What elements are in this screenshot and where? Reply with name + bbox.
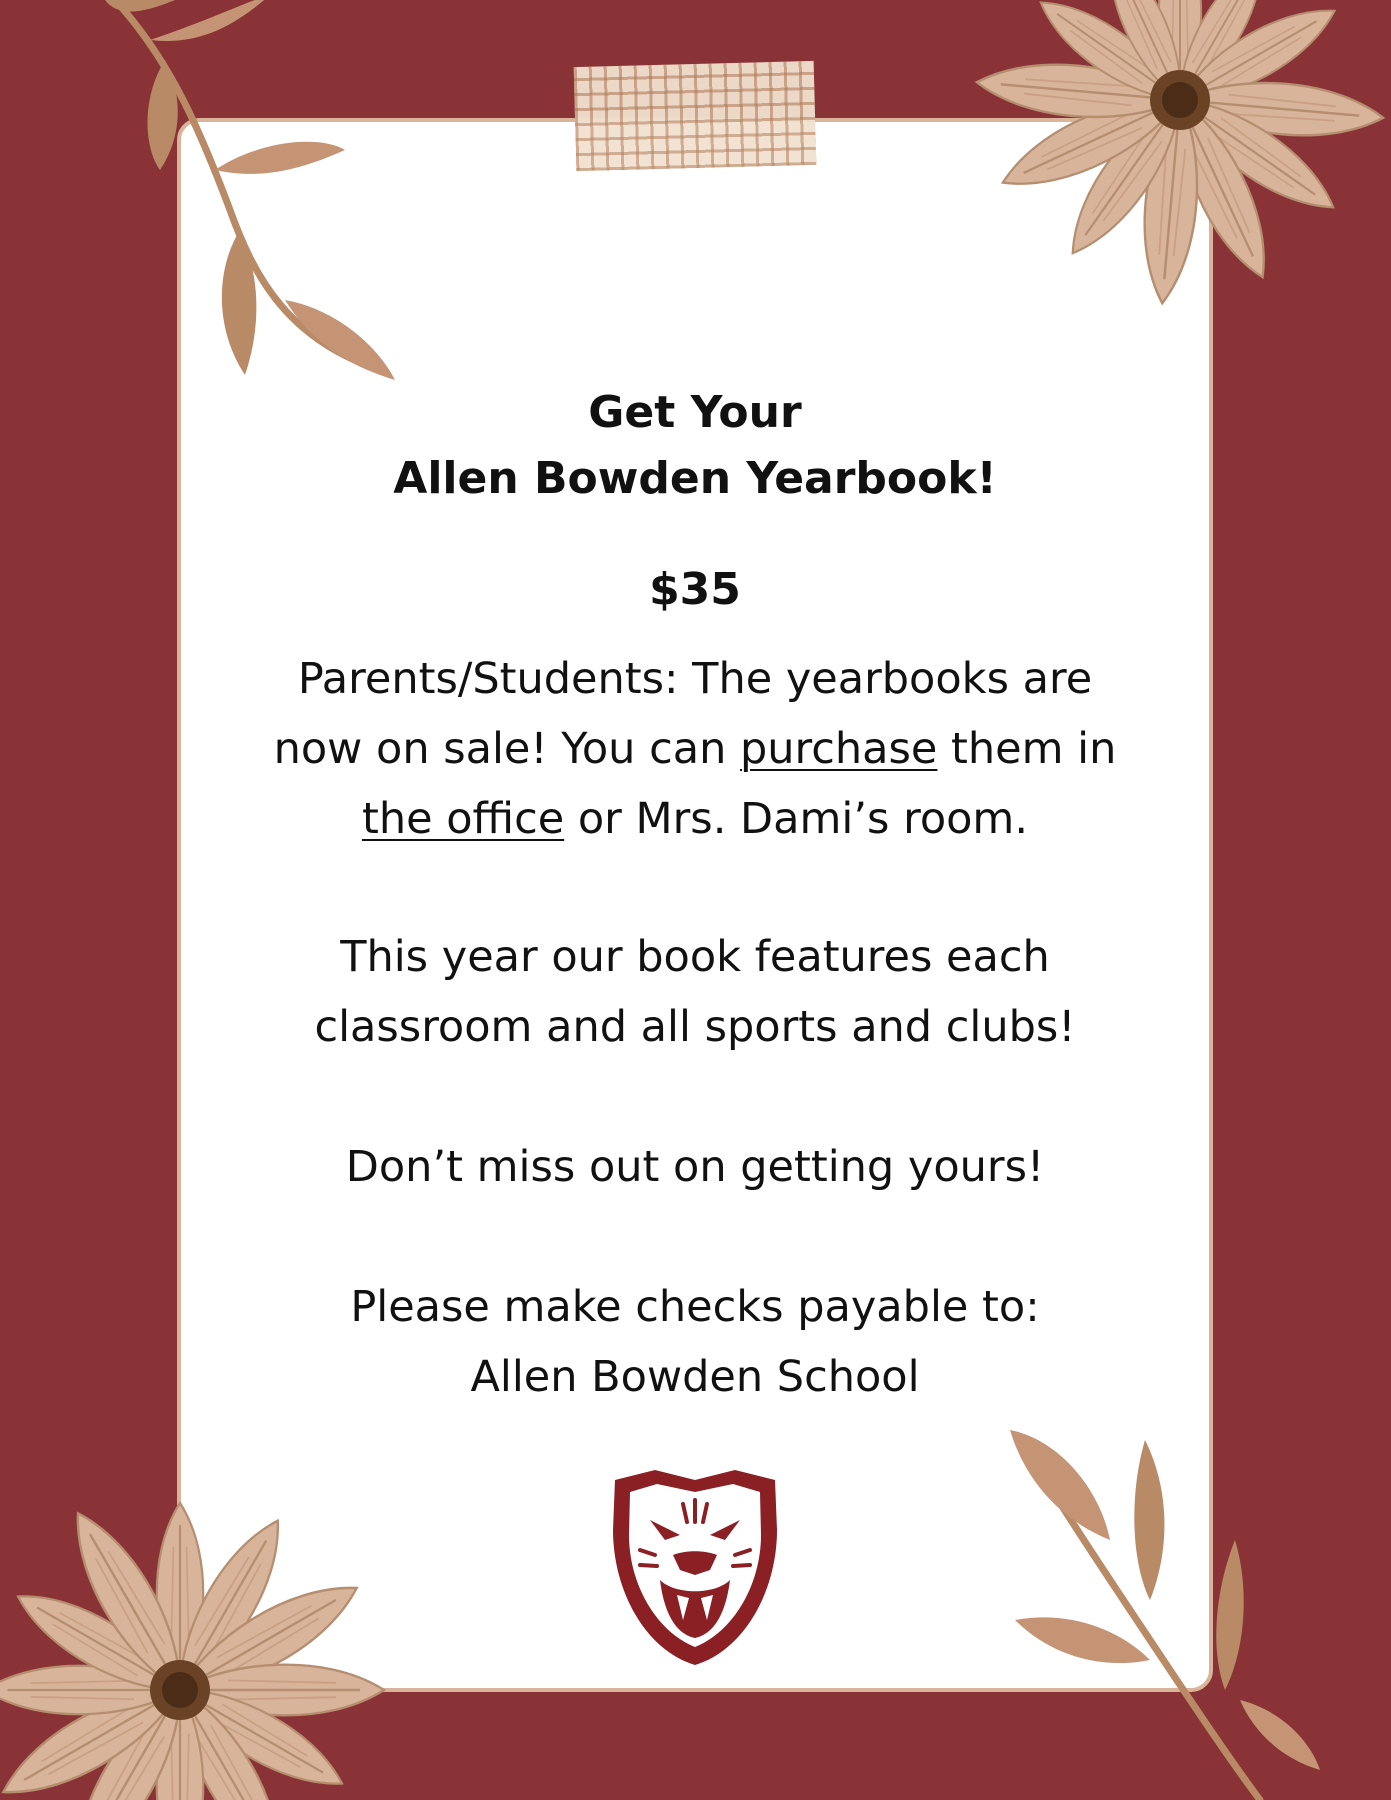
tiger-mascot-logo: [595, 1460, 795, 1670]
sale-paragraph: [177, 644, 1213, 854]
sale-line-2: [177, 714, 1213, 784]
price: $35: [649, 564, 741, 615]
checks-paragraph: [177, 1272, 1213, 1412]
checks-line-2: Allen Bowden School: [470, 1352, 920, 1402]
sale-line-3-post: or Mrs. Dami’s room.: [564, 794, 1028, 844]
flyer-content: [177, 380, 1213, 1412]
title-line-2: Allen Bowden Yearbook!: [393, 453, 997, 504]
checks-line-1: Please make checks payable to:: [350, 1282, 1040, 1332]
sale-line-2-post: them in: [937, 724, 1117, 774]
features-line-1: This year our book features each: [340, 932, 1050, 982]
purchase-link[interactable]: purchase: [740, 724, 938, 774]
reminder-text: Don’t miss out on getting yours!: [345, 1142, 1045, 1192]
office-link[interactable]: the office: [361, 794, 565, 844]
features-paragraph: [177, 922, 1213, 1062]
sale-line-3: [177, 784, 1213, 854]
plaid-tape: [574, 61, 817, 171]
sale-line-2-pre: now on sale! You can: [273, 724, 740, 774]
sale-line-1: Parents/Students: The yearbooks are: [297, 654, 1093, 704]
features-line-2: classroom and all sports and clubs!: [314, 1002, 1076, 1052]
title-line-1: Get Your: [588, 387, 802, 438]
